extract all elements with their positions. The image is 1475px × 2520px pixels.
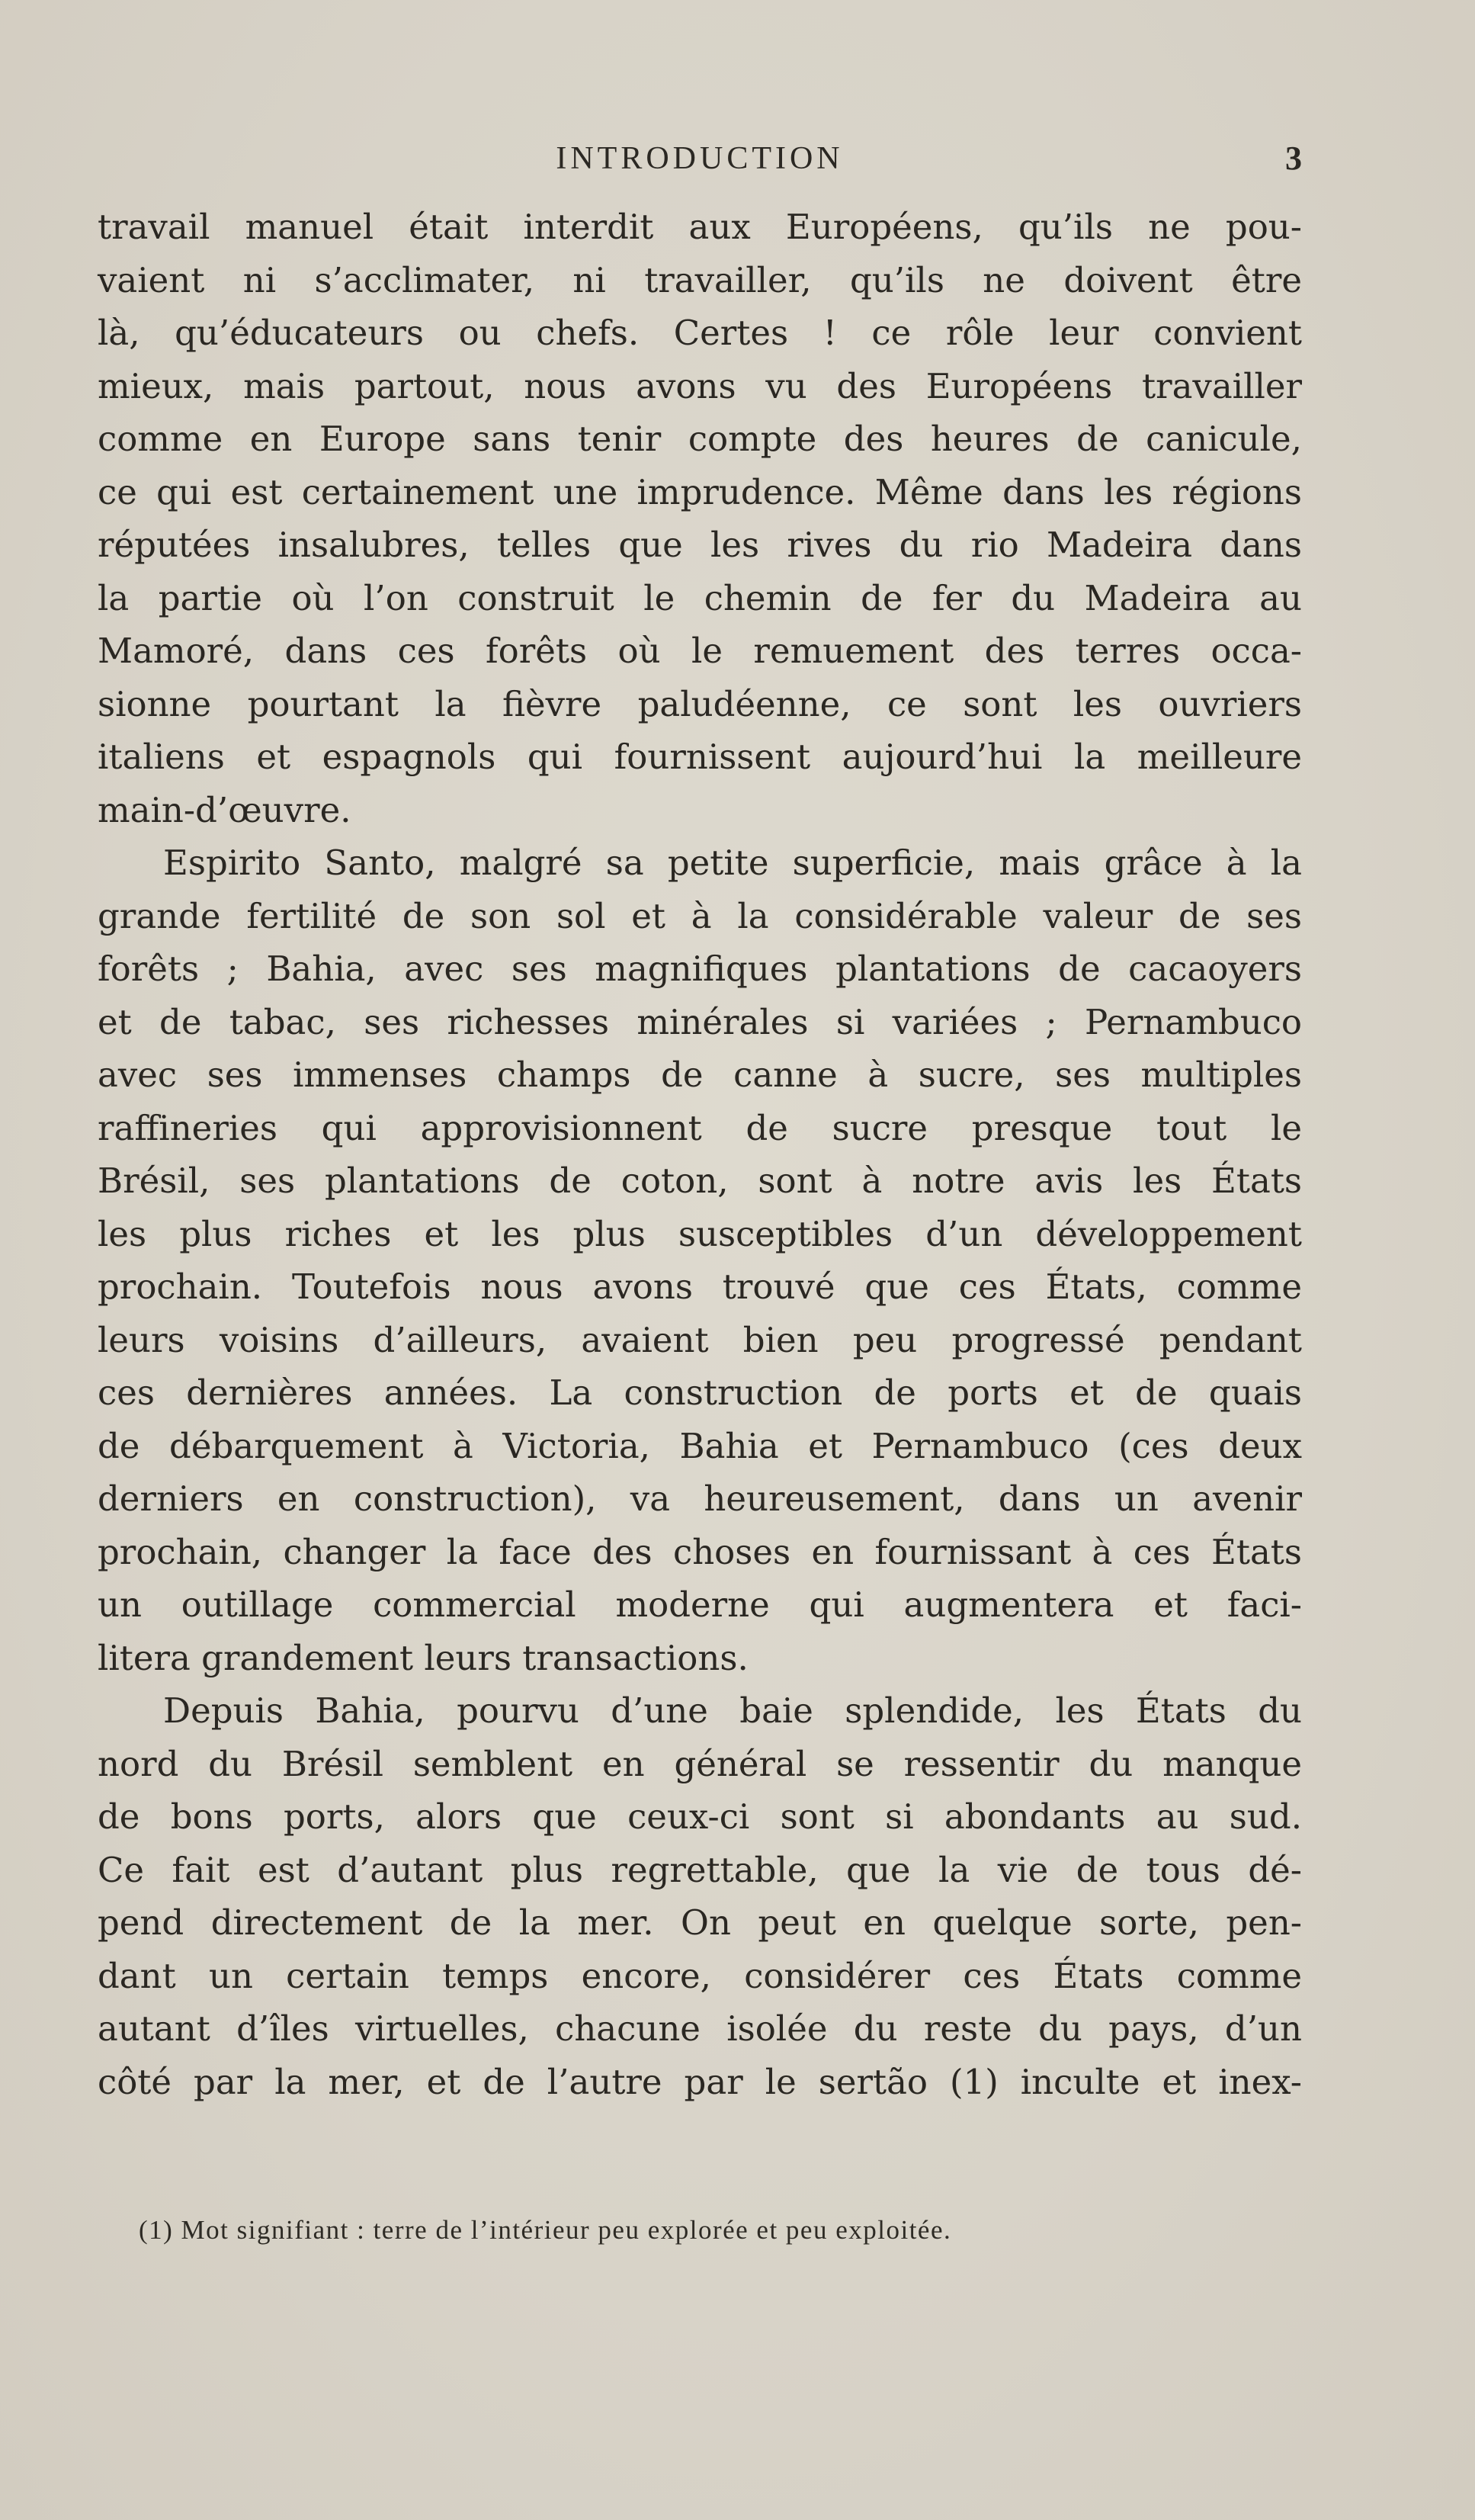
text-line: main-d’œuvre. <box>98 789 351 830</box>
text-line: ce qui est certainement une imprudence. Même dans les régions <box>98 471 1302 512</box>
text-line: comme en Europe sans tenir compte des heures de canicule, <box>98 419 1302 459</box>
text-line: la partie où l’on construit le chemin de fer du Madeira au <box>98 577 1302 618</box>
paragraph-3 <box>98 1684 1302 2108</box>
text-line: raffineries qui approvisionnent de sucre presque tout le <box>98 1107 1302 1148</box>
text-line: vaient ni s’acclimater, ni travailler, qu’ils ne doivent être <box>98 259 1302 300</box>
text-line: Mamoré, dans ces forêts où le remuement des terres occa- <box>98 631 1302 671</box>
text-line: italiens et espagnols qui fournissent aujourd’hui la meilleure <box>98 737 1302 777</box>
text-line: prochain. Toutefois nous avons trouvé que ces États, comme <box>98 1266 1302 1307</box>
text-line: autant d’îles virtuelles, chacune isolée du reste du pays, d’un <box>98 2008 1302 2049</box>
text-line: litera grandement leurs transactions. <box>98 1637 749 1678</box>
body-text <box>98 201 1302 2108</box>
paragraph-1 <box>98 201 1302 836</box>
page-number: 3 <box>1285 140 1302 177</box>
text-line: là, qu’éducateurs ou chefs. Certes ! ce rôle leur convient <box>98 313 1302 353</box>
text-line: de bons ports, alors que ceux-ci sont si abondants au sud. <box>98 1796 1302 1837</box>
text-line: Brésil, ses plantations de coton, sont à notre avis les États <box>98 1160 1302 1201</box>
text-line: côté par la mer, et de l’autre par le sertão (1) inculte et inex- <box>98 2061 1302 2102</box>
text-line: travail manuel était interdit aux Européens, qu’ils ne pou- <box>98 207 1302 247</box>
text-line: ces dernières années. La construction de ports et de quais <box>98 1372 1302 1413</box>
text-line: Espirito Santo, malgré sa petite superficie, mais grâce à la <box>163 843 1302 883</box>
page-header <box>98 136 1302 181</box>
text-line: derniers en construction), va heureusement, dans un avenir <box>98 1478 1302 1519</box>
running-title: INTRODUCTION <box>556 141 844 176</box>
text-line: et de tabac, ses richesses minérales si variées ; Pernambuco <box>98 1001 1302 1042</box>
text-line: réputées insalubres, telles que les rives du rio Madeira dans <box>98 525 1302 565</box>
text-line: mieux, mais partout, nous avons vu des Européens travailler <box>98 365 1302 406</box>
text-line: grande fertilité de son sol et à la considérable valeur de ses <box>98 895 1302 936</box>
text-line: un outillage commercial moderne qui augmentera et faci- <box>98 1584 1302 1625</box>
footnote: (1) Mot signifiant : terre de l’intérieur peu explorée et peu exploitée. <box>139 2215 952 2245</box>
paragraph-2 <box>98 836 1302 1684</box>
text-line: dant un certain temps encore, considérer ces États comme <box>98 1955 1302 1996</box>
text-line: prochain, changer la face des choses en fournissant à ces États <box>98 1531 1302 1572</box>
text-line: forêts ; Bahia, avec ses magnifiques plantations de cacaoyers <box>98 949 1302 989</box>
text-line: avec ses immenses champs de canne à sucre, ses multiples <box>98 1055 1302 1095</box>
text-line: leurs voisins d’ailleurs, avaient bien peu progressé pendant <box>98 1319 1302 1360</box>
text-line: les plus riches et les plus susceptibles d’un développement <box>98 1213 1302 1254</box>
text-line: de débarquement à Victoria, Bahia et Pernambuco (ces deux <box>98 1425 1302 1466</box>
text-line: sionne pourtant la fièvre paludéenne, ce sont les ouvriers <box>98 683 1302 724</box>
text-line: nord du Brésil semblent en général se ressentir du manque <box>98 1743 1302 1784</box>
text-line: Depuis Bahia, pourvu d’une baie splendide, les États du <box>163 1690 1302 1731</box>
text-line: pend directement de la mer. On peut en quelque sorte, pen- <box>98 1902 1302 1943</box>
text-line: Ce fait est d’autant plus regrettable, que la vie de tous dé- <box>98 1849 1302 1890</box>
